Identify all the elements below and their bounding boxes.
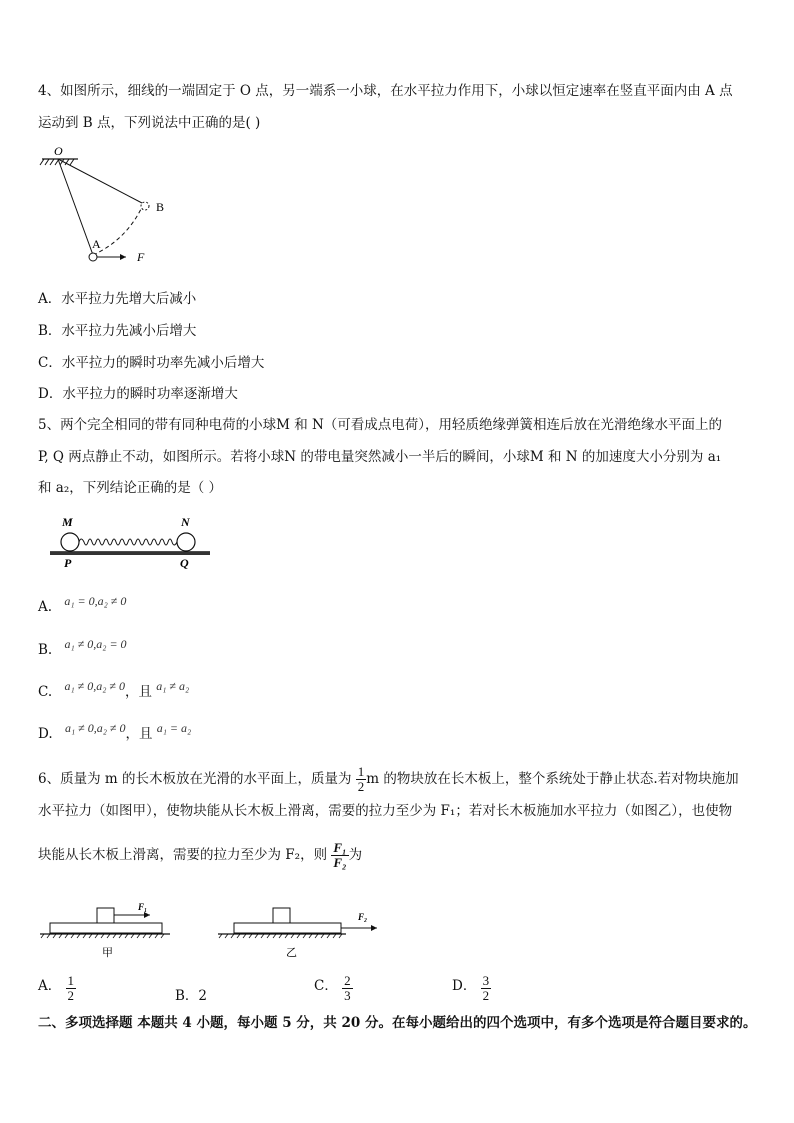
- ball-b: [141, 202, 149, 210]
- section-two-heading: 二、多项选择题 本题共 4 小题，每小题 5 分，共 20 分。在每小题给出的四个选项中，有多个选项是符合题目要求的。: [38, 1015, 757, 1031]
- q5-stem-line2: P, Q 两点静止不动，如图所示。若将小球N 的带电量突然减小一半后的瞬间，小球M 和 N 的加速度大小分别为 a₁: [38, 449, 722, 465]
- q6-option-c: [314, 974, 353, 1003]
- point-a-label: A: [92, 237, 101, 251]
- q6-stem-text-a: 6、质量为 m 的长木板放在光滑的水平面上，质量为: [38, 771, 352, 787]
- q5-spring-figure: [40, 512, 215, 572]
- option-fraction: [481, 974, 492, 1003]
- option-expression-2: a₁ = a₂: [156, 721, 192, 735]
- option-letter: A．: [38, 978, 62, 994]
- point-p-label: P: [64, 556, 72, 570]
- q6-option-d: [452, 974, 491, 1003]
- q4-stem-line1: 4、如图所示，细线的一端固定于 O 点，另一端系一小球，在水平拉力作用下，小球以恒定速率在竖直平面内由 A 点: [38, 83, 733, 99]
- q6-stem-text-c: 块能从长木板上滑离，需要的拉力至少为 F₂，则: [38, 847, 328, 863]
- caption-yi: 乙: [286, 947, 297, 959]
- fraction-f1-over-f2: [331, 841, 348, 870]
- fraction-denominator: 3: [344, 988, 351, 1003]
- q6-stem-line3: [38, 838, 362, 872]
- force-f1-label: F₁: [138, 902, 148, 912]
- ball-m: [61, 533, 79, 551]
- fraction-denominator: 2: [67, 988, 75, 1003]
- option-letter: B.: [38, 642, 53, 658]
- q5-option-b: [38, 637, 127, 659]
- q6-option-b: B．2: [175, 988, 208, 1004]
- q6-stem-line2: 水平拉力（如图甲），使物块能从长木板上滑离，需要的拉力至少为 F₁；若对长木板施加水平拉力（如图乙），也使物: [38, 803, 733, 819]
- q6-figure-jia: [38, 898, 178, 962]
- q4-pendulum-figure: [36, 145, 166, 270]
- option-letter: A.: [38, 599, 53, 615]
- option-conjunction: ，且: [125, 726, 153, 742]
- q6-stem-line1: [38, 762, 739, 796]
- q5-option-c: [38, 679, 190, 701]
- q6-stem-text-d: 为: [348, 847, 363, 863]
- option-fraction: [342, 974, 353, 1003]
- q6-option-a: [38, 974, 76, 1003]
- q4-stem-line2: 运动到 B 点，下列说法中正确的是( ): [38, 115, 261, 131]
- fraction-numerator: 3: [482, 973, 490, 988]
- option-letter: C.: [38, 684, 53, 700]
- force-f-label: F: [137, 250, 145, 264]
- fraction-numerator: 1: [67, 973, 75, 988]
- caption-jia: 甲: [102, 947, 113, 959]
- option-expression: a₁ = 0,a₂ ≠ 0: [64, 594, 127, 608]
- option-expression: a₁ ≠ 0,a₂ ≠ 0: [64, 721, 126, 735]
- q4-option-d: D．水平拉力的瞬时功率逐渐增大: [38, 386, 238, 402]
- point-q-label: Q: [180, 556, 189, 570]
- ball-m-label: M: [62, 515, 73, 529]
- force-f2-label: F₂: [358, 912, 368, 922]
- option-letter: C．: [314, 978, 338, 994]
- option-conjunction: ，且: [124, 684, 152, 700]
- option-expression: a₁ ≠ 0,a₂ ≠ 0: [64, 679, 125, 693]
- ball-a: [89, 253, 97, 261]
- option-expression-2: a₁ ≠ a₂: [156, 679, 190, 693]
- option-letter: D．: [452, 978, 477, 994]
- fraction-denominator: 2: [482, 988, 490, 1003]
- q5-option-a: [38, 594, 127, 616]
- q4-option-b: B．水平拉力先减小后增大: [38, 323, 197, 339]
- q4-option-a: A．水平拉力先增大后减小: [38, 291, 197, 307]
- ball-n-label: N: [181, 515, 190, 529]
- point-b-label: B: [156, 200, 165, 214]
- q5-stem-line1: 5、两个完全相同的带有同种电荷的小球M 和 N（可看成点电荷），用轻质绝缘弹簧相连后放在光滑绝缘水平面上的: [38, 417, 723, 433]
- fraction-half: [356, 765, 367, 794]
- fraction-denominator: 2: [357, 779, 365, 794]
- fraction-numerator: 2: [344, 973, 351, 988]
- option-expression: a₁ ≠ 0,a₂ = 0: [64, 637, 127, 651]
- fraction-denominator: F₂: [333, 855, 347, 870]
- fraction-numerator: F₁: [333, 840, 347, 855]
- q5-stem-line3: 和 a₂，下列结论正确的是（ ）: [38, 480, 223, 496]
- option-fraction: [66, 974, 77, 1003]
- option-letter: D.: [38, 726, 53, 742]
- point-o-label: O: [54, 145, 63, 158]
- ball-n: [177, 533, 195, 551]
- fraction-numerator: 1: [357, 764, 365, 779]
- q5-option-d: [38, 721, 192, 743]
- q4-option-c: C．水平拉力的瞬时功率先减小后增大: [38, 355, 265, 371]
- q6-stem-text-b: m 的物块放在长木板上，整个系统处于静止状态.若对物块施加: [366, 771, 739, 787]
- q6-figure-yi: [214, 898, 384, 962]
- spring: [79, 539, 177, 545]
